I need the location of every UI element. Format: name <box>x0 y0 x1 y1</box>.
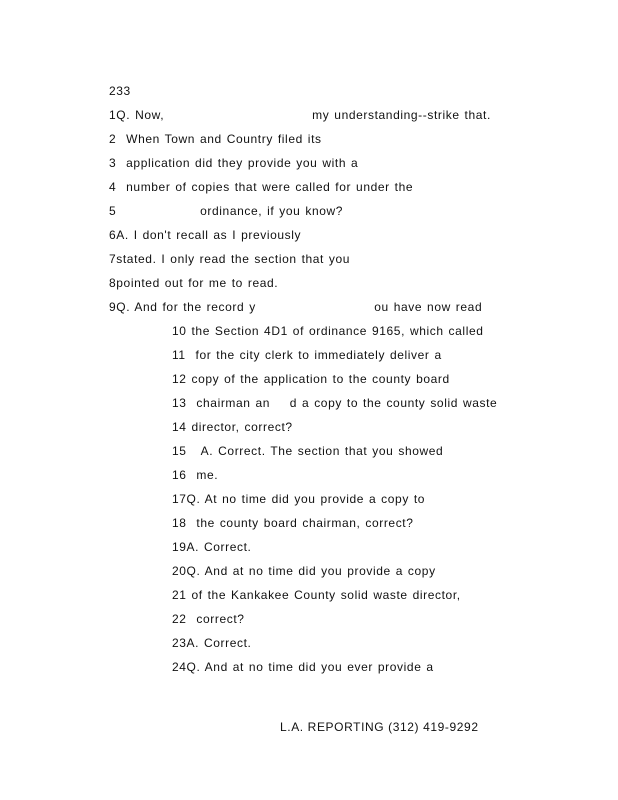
transcript-line-21: 21 of the Kankakee County solid waste director, <box>172 588 461 602</box>
reporter-footer: L.A. REPORTING (312) 419-9292 <box>280 720 479 734</box>
transcript-line-22: 22 correct? <box>172 612 245 626</box>
transcript-line-16: 16 me. <box>172 468 219 482</box>
transcript-line-10: 10 the Section 4D1 of ordinance 9165, which called <box>172 324 484 338</box>
transcript-line-24: 24Q. And at no time did you ever provide a <box>172 660 434 674</box>
transcript-line-2: 2 When Town and Country filed its <box>109 132 322 146</box>
transcript-line-3: 3 application did they provide you with a <box>109 156 359 170</box>
transcript-line-1: 1Q. Now, my understanding--strike that. <box>109 108 491 122</box>
transcript-line-18: 18 the county board chairman, correct? <box>172 516 414 530</box>
transcript-line-14: 14 director, correct? <box>172 420 293 434</box>
transcript-line-20: 20Q. And at no time did you provide a copy <box>172 564 436 578</box>
transcript-line-9: 9Q. And for the record y ou have now read <box>109 300 483 314</box>
transcript-line-7: 7stated. I only read the section that you <box>109 252 351 266</box>
transcript-line-4: 4 number of copies that were called for under the <box>109 180 414 194</box>
transcript-line-12: 12 copy of the application to the county board <box>172 372 450 386</box>
transcript-line-23: 23A. Correct. <box>172 636 252 650</box>
page-number: 233 <box>109 84 131 98</box>
transcript-line-11: 11 for the city clerk to immediately deliver a <box>172 348 442 362</box>
transcript-line-8: 8pointed out for me to read. <box>109 276 279 290</box>
transcript-line-6: 6A. I don't recall as I previously <box>109 228 302 242</box>
transcript-line-15: 15 A. Correct. The section that you showed <box>172 444 444 458</box>
transcript-line-13: 13 chairman an d a copy to the county solid waste <box>172 396 498 410</box>
transcript-line-5: 5 ordinance, if you know? <box>109 204 344 218</box>
transcript-line-19: 19A. Correct. <box>172 540 252 554</box>
transcript-line-17: 17Q. At no time did you provide a copy to <box>172 492 426 506</box>
